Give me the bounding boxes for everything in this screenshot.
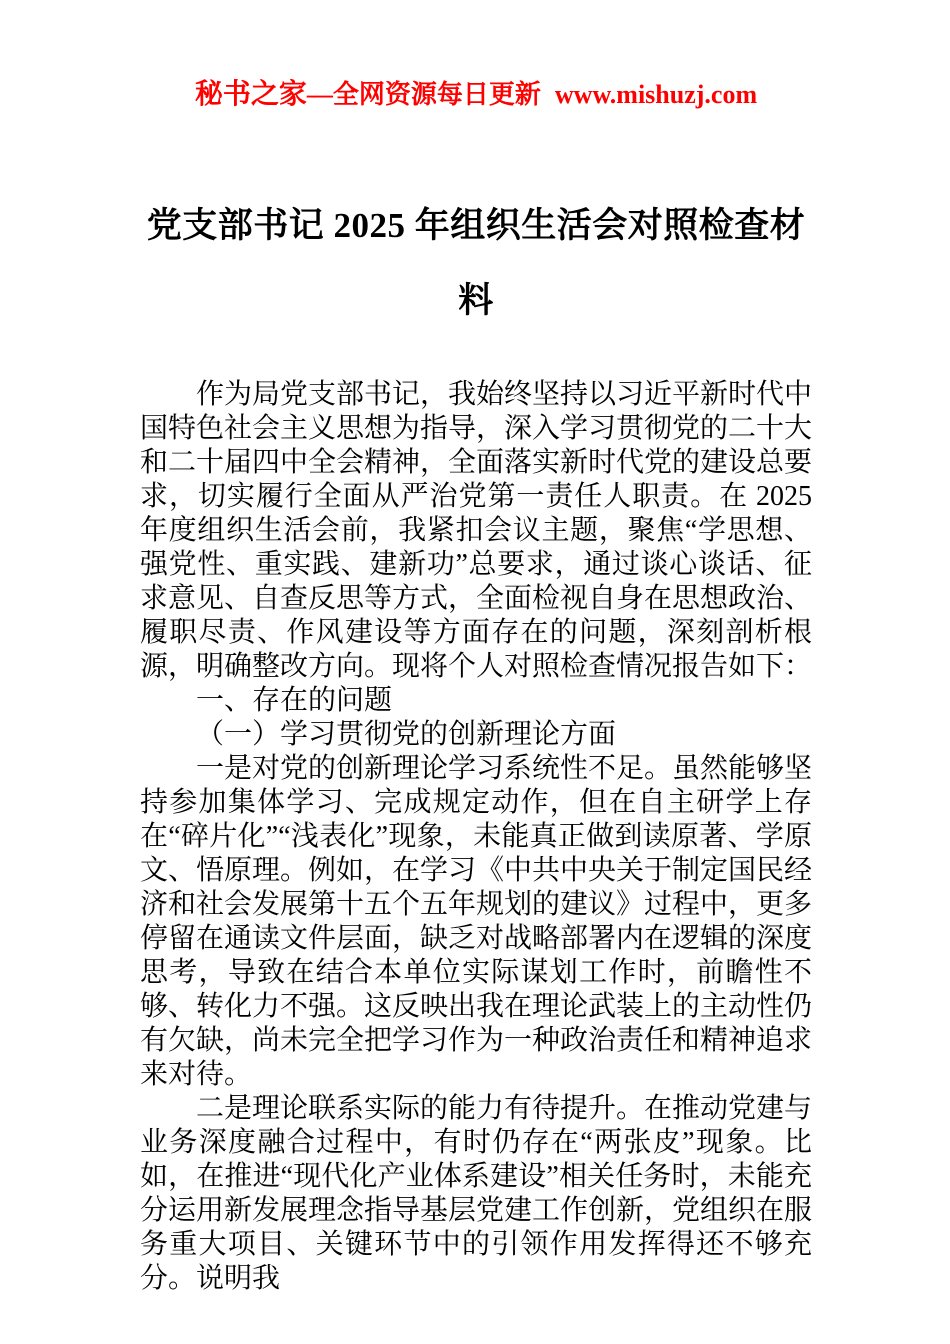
site-brand: 秘书之家 [194, 79, 307, 110]
site-url: www.mishuzj.com [554, 80, 758, 109]
subsection-heading-theory-study: （一）学习贯彻党的创新理论方面 [196, 719, 617, 750]
site-header [140, 78, 812, 116]
site-tagline: —全网资源每日更新 [306, 80, 541, 109]
document-body [140, 378, 812, 1296]
paragraph-point-1: 一是对党的创新理论学习系统性不足。虽然能够坚持参加集体学习、完成规定动作，但在自主研学上存在“碎片化”“浅表化”现象，未能真正做到读原著、学原文、悟原理。例如，在学习《中共中央关于制定国民经济和社会发展第十五个五年规划的建议》过程中，更多停留在通读文件层面，缺乏对战略部署内在逻辑的深度思考，导致在结合本单位实际谋划工作时，前瞻性不够、转化力不强。这反映出我在理论武装上的主动性仍有欠缺，尚未完全把学习作为一种政治责任和精神追求来对待。 [140, 753, 813, 1090]
section-heading-problems: 一、存在的问题 [196, 685, 393, 716]
paragraph-point-2: 二是理论联系实际的能力有待提升。在推动党建与业务深度融合过程中，有时仍存在“两张皮”现象。比如，在推进“现代化产业体系建设”相关任务时，未能充分运用新发展理念指导基层党建工作创新，党组织在服务重大项目、关键环节中的引领作用发挥得还不够充分。说明我 [140, 1093, 813, 1294]
document-title: 党支部书记 2025 年组织生活会对照检查材料 [146, 206, 806, 320]
paragraph-intro: 作为局党支部书记，我始终坚持以习近平新时代中国特色社会主义思想为指导，深入学习贯彻党的二十大和二十届四中全会精神，全面落实新时代党的建设总要求，切实履行全面从严治党第一责任人职责。在 2025 年度组织生活会前，我紧扣会议主题，聚焦“学思想、强党性、重实践、建新功”总要求，通过谈心谈话、征求意见、自查反思等方式，全面检视自身在思想政治、履职尽责、作风建设等方面存在的问题，深刻剖析根源，明确整改方向。现将个人对照检查情况报告如下： [140, 379, 813, 682]
